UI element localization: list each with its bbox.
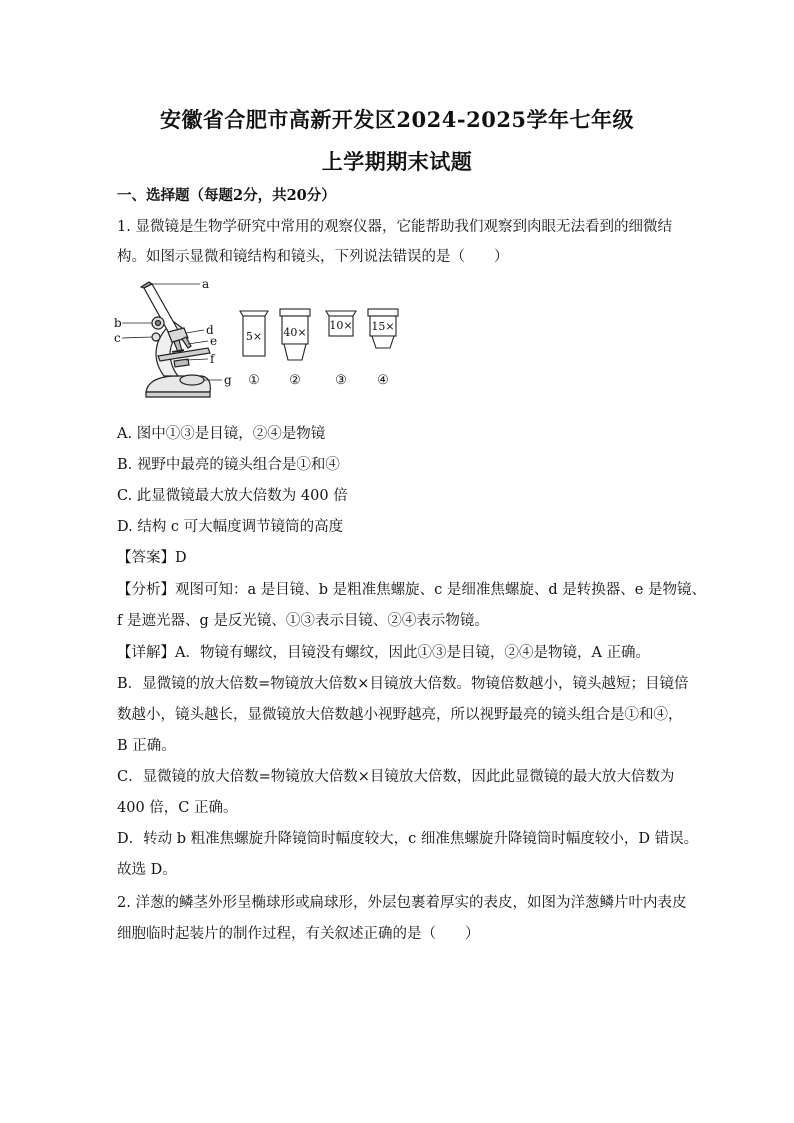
label-g: g xyxy=(224,373,232,387)
document-title-line2: 上学期期末试题 xyxy=(321,149,473,174)
q1-detail-line3: 数越小，镜头越长，显微镜放大倍数越小视野越亮，所以视野最亮的镜头组合是①和④， xyxy=(117,707,683,723)
lens-3-number: ③ xyxy=(335,373,347,388)
microscope-figure xyxy=(112,280,412,410)
lens-1-number: ① xyxy=(248,373,260,388)
lens-4-mag: 15× xyxy=(371,320,395,333)
label-c: c xyxy=(114,331,121,345)
q1-stem-line1: 1. 显微镜是生物学研究中常用的观察仪器，它能帮助我们观察到肉眼无法看到的细微结 xyxy=(117,219,672,235)
microscope-drawing xyxy=(122,282,222,397)
q2-stem-line1: 2. 洋葱的鳞茎外形呈椭球形或扁球形，外层包裹着厚实的表皮，如图为洋葱鳞片叶内表皮 xyxy=(117,895,687,911)
lens-2-mag: 40× xyxy=(283,326,307,339)
lens-2-number: ② xyxy=(289,373,301,388)
lens-1-mag: 5× xyxy=(245,330,263,343)
q1-detail-line8: 故选 D。 xyxy=(117,862,177,878)
label-e: e xyxy=(210,334,218,348)
lens-3-mag: 10× xyxy=(329,319,353,332)
q2-stem-line2: 细胞临时起装片的制作过程，有关叙述正确的是（ ） xyxy=(117,926,480,942)
q1-detail-line2: B．显微镜的放大倍数=物镜放大倍数×目镜放大倍数。物镜倍数越小，镜头越短；目镜倍 xyxy=(117,676,689,692)
q1-detail-line6: 400 倍，C 正确。 xyxy=(117,800,238,816)
document-title-line1: 安徽省合肥市高新开发区2024-2025学年七年级 xyxy=(159,107,635,132)
label-a: a xyxy=(202,280,210,291)
q1-option-a: A. 图中①③是目镜，②④是物镜 xyxy=(117,426,326,442)
q1-analysis-line2: f 是遮光器、g 是反光镜、①③表示目镜、②④表示物镜。 xyxy=(117,613,489,629)
section-heading: 一、选择题（每题2分，共20分） xyxy=(117,187,336,204)
q1-analysis-line1: 【分析】观图可知：a 是目镜、b 是粗准焦螺旋、c 是细准焦螺旋、d 是转换器、e 是物镜、 xyxy=(117,582,706,598)
label-b: b xyxy=(114,316,122,330)
q1-stem-line2: 构。如图示显微和镜结构和镜头，下列说法错误的是（ ） xyxy=(117,249,509,265)
lens-4-number: ④ xyxy=(377,373,389,388)
q1-answer: 【答案】D xyxy=(117,550,187,566)
q1-detail-line4: B 正确。 xyxy=(117,738,176,754)
q1-detail-line1: 【详解】A．物镜有螺纹，目镜没有螺纹，因此①③是目镜，②④是物镜，A 正确。 xyxy=(117,645,651,661)
label-f: f xyxy=(210,352,215,366)
q1-option-c: C. 此显微镜最大放大倍数为 400 倍 xyxy=(117,488,348,504)
q1-detail-line5: C．显微镜的放大倍数=物镜放大倍数×目镜放大倍数，因此此显微镜的最大放大倍数为 xyxy=(117,769,675,785)
q1-detail-line7: D．转动 b 粗准焦螺旋升降镜筒时幅度较大，c 细准焦螺旋升降镜筒时幅度较小，D 错误。 xyxy=(117,831,699,847)
q1-option-d: D. 结构 c 可大幅度调节镜筒的高度 xyxy=(117,519,344,535)
q1-option-b: B. 视野中最亮的镜头组合是①和④ xyxy=(117,457,340,473)
label-d: d xyxy=(206,323,214,337)
